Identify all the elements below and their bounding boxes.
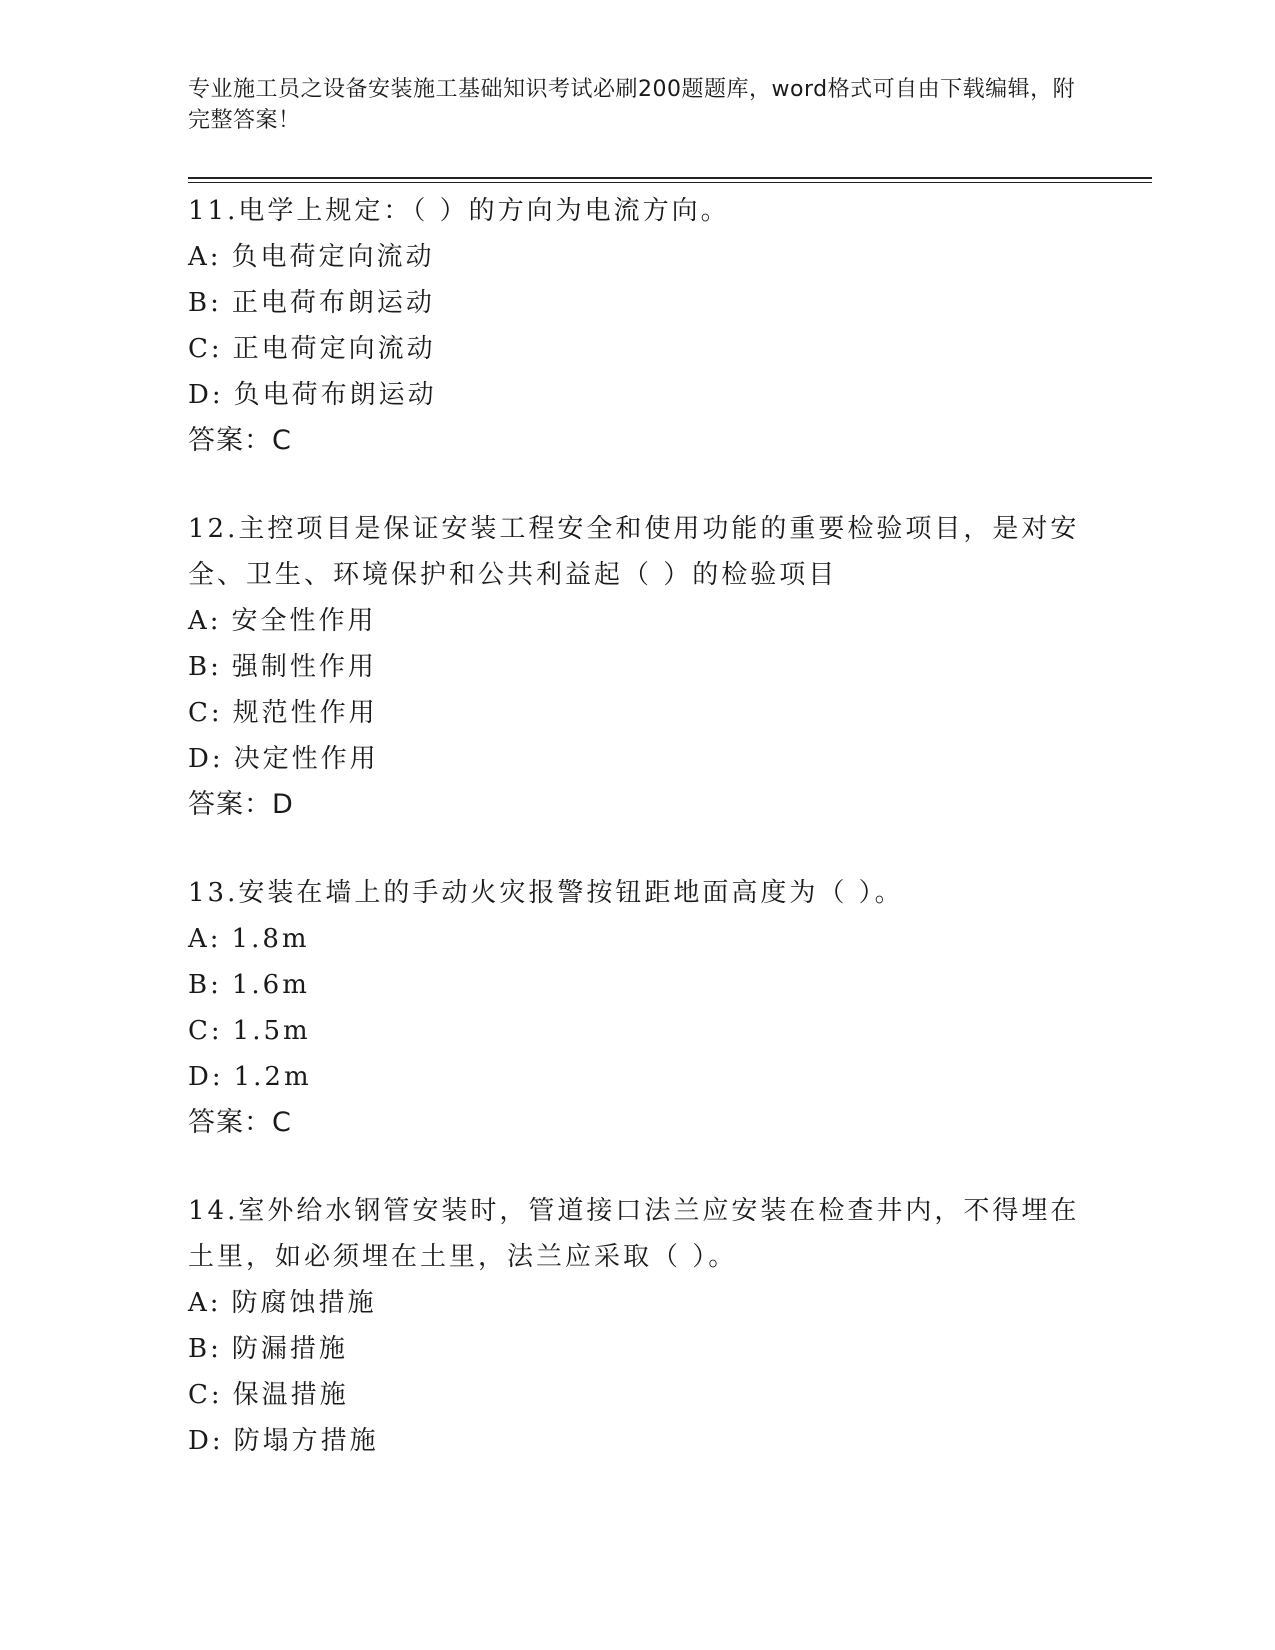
option-c: [188, 1008, 1088, 1054]
option-label: A:: [188, 924, 222, 954]
option-b: [188, 644, 1088, 690]
option-d: [188, 1054, 1088, 1100]
option-text: 决定性作用: [233, 744, 379, 774]
question-text: 13.安装在墙上的手动火灾报警按钮距地面高度为（ ）。: [188, 878, 904, 908]
option-text: 安全性作用: [231, 606, 377, 636]
option-b: [188, 1326, 1088, 1372]
option-label: D:: [188, 744, 224, 774]
answer-line: 答案：C: [188, 425, 292, 456]
option-text: 负电荷布朗运动: [233, 380, 437, 410]
option-text: 防腐蚀措施: [231, 1288, 377, 1318]
answer-line: 答案：C: [188, 1107, 292, 1138]
option-label: B:: [188, 288, 222, 318]
option-label: D:: [188, 1062, 224, 1092]
option-d: [188, 736, 1088, 782]
question-text: 14.室外给水钢管安装时，管道接口法兰应安装在检查井内，不得埋在土里，如必须埋在土里，法兰应采取（ ）。: [188, 1196, 1080, 1272]
option-a: [188, 916, 1088, 962]
question-text: 12.主控项目是保证安装工程安全和使用功能的重要检验项目，是对安全、卫生、环境保护和公共利益起（ ）的检验项目: [188, 514, 1080, 590]
option-a: [188, 234, 1088, 280]
option-text: 正电荷定向流动: [232, 334, 436, 364]
option-label: A:: [188, 606, 222, 636]
option-a: [188, 1280, 1088, 1326]
option-text: 防塌方措施: [233, 1426, 379, 1456]
header-divider-thick: [188, 177, 1152, 179]
option-label: B:: [188, 1334, 222, 1364]
option-label: A:: [188, 242, 222, 272]
option-text: 正电荷布朗运动: [231, 288, 435, 318]
option-label: C:: [188, 698, 223, 728]
option-label: B:: [188, 970, 222, 1000]
option-text: 1.6m: [231, 970, 310, 1000]
option-text: 规范性作用: [232, 698, 378, 728]
option-label: C:: [188, 1016, 223, 1046]
option-text: 1.5m: [232, 1016, 311, 1046]
option-b: [188, 280, 1088, 326]
option-d: [188, 1418, 1088, 1464]
document-header: 专业施工员之设备安装施工基础知识考试必刷200题题库，word格式可自由下载编辑，附完整答案！: [188, 77, 1076, 133]
option-label: A:: [188, 1288, 222, 1318]
option-text: 1.8m: [231, 924, 310, 954]
option-text: 防漏措施: [231, 1334, 348, 1364]
question-text: 11.电学上规定：（ ）的方向为电流方向。: [188, 196, 730, 226]
option-label: C:: [188, 334, 223, 364]
question-12: [188, 506, 1088, 828]
question-list: [188, 188, 1088, 1506]
option-label: B:: [188, 652, 222, 682]
question-13: [188, 870, 1088, 1146]
question-11: [188, 188, 1088, 464]
option-label: D:: [188, 380, 224, 410]
option-b: [188, 962, 1088, 1008]
option-c: [188, 326, 1088, 372]
option-a: [188, 598, 1088, 644]
question-14: [188, 1188, 1088, 1464]
answer-line: 答案：D: [188, 789, 294, 820]
option-c: [188, 1372, 1088, 1418]
option-label: C:: [188, 1380, 223, 1410]
option-text: 负电荷定向流动: [231, 242, 435, 272]
option-d: [188, 372, 1088, 418]
header-divider-thin: [188, 182, 1152, 183]
option-text: 强制性作用: [231, 652, 377, 682]
option-label: D:: [188, 1426, 224, 1456]
option-text: 1.2m: [233, 1062, 312, 1092]
option-text: 保温措施: [232, 1380, 349, 1410]
option-c: [188, 690, 1088, 736]
